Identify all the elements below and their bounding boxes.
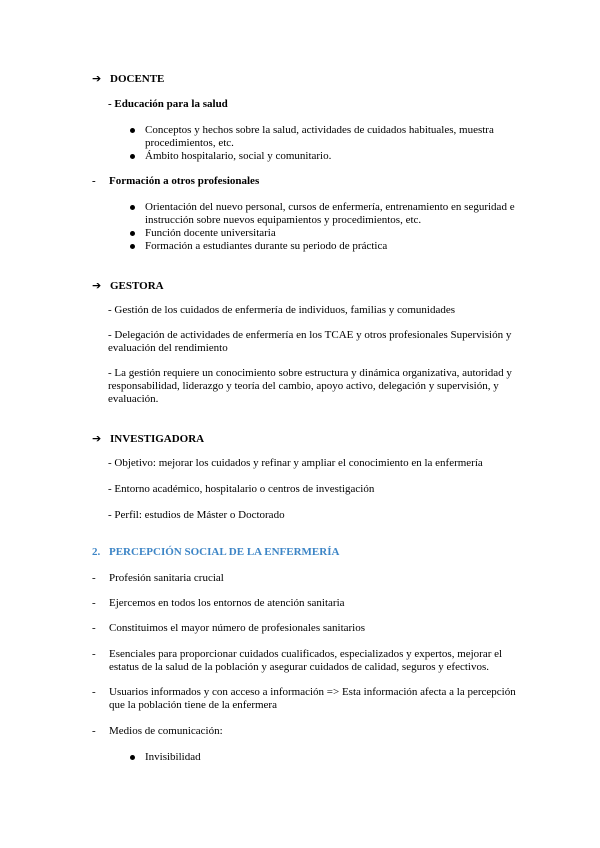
gestora-heading (92, 279, 164, 293)
dash-marker: - (92, 686, 96, 698)
investigadora-title: INVESTIGADORA (110, 433, 205, 445)
dash-marker: - (92, 597, 96, 609)
section-title: PERCEPCIÓN SOCIAL DE LA ENFERMERÍA (109, 546, 340, 558)
docente-heading (92, 72, 164, 86)
dash-list-item: - Profesión sanitaria crucial (92, 572, 224, 584)
investigadora-paragraph: - Perfil: estudios de Máster o Doctorado (108, 509, 285, 521)
dash-marker: - (92, 572, 96, 584)
dash-marker: - (92, 622, 96, 634)
list-item: Orientación del nuevo personal, cursos de enfermería, entrenamiento en seguridad e instrucción sobre nuevos equipamientos y procedimientos, etc. (128, 201, 528, 227)
section-number: 2. (92, 546, 101, 558)
gestora-paragraph: - Delegación de actividades de enfermería en los TCAE y otros profesionales Supervisión y evaluación del rendimiento (108, 329, 512, 354)
media-list (128, 751, 528, 764)
arrow-icon: ➔ (92, 432, 102, 445)
list-item: Ámbito hospitalario, social y comunitario. (128, 150, 528, 163)
investigadora-heading (92, 432, 204, 446)
dash-marker: - (92, 648, 96, 660)
list-item: Función docente universitaria (128, 227, 528, 240)
docente-title: DOCENTE (110, 73, 165, 85)
formation-title: Formación a otros profesionales (109, 175, 260, 187)
formation-heading (92, 175, 259, 188)
dash-list-item: - Constituimos el mayor número de profesionales sanitarios (92, 622, 366, 634)
investigadora-paragraph: - Objetivo: mejorar los cuidados y refinar y ampliar el conocimiento en la enfermería (108, 457, 483, 469)
list-item: Conceptos y hechos sobre la salud, actividades de cuidados habituales, muestra procedimientos, etc. (128, 124, 528, 150)
list-item: Formación a estudiantes durante su periodo de práctica (128, 240, 528, 253)
education-heading: - Educación para la salud (108, 98, 228, 110)
dash-list-item: - Esenciales para proporcionar cuidados cualificados, especializados y expertos, mejorar el estatus de la salud de la población y asegurar cuidados de calidad, seguros y efectivos. (92, 648, 503, 673)
dash-marker: - (92, 725, 96, 737)
education-list (128, 124, 528, 163)
formation-list (128, 201, 528, 253)
dash-list-item: - Usuarios informados y con acceso a información => Esta información afecta a la percepción que la población tiene de la enfermera (92, 686, 516, 711)
list-item: Invisibilidad (128, 751, 528, 764)
dash-list-item: - Medios de comunicación: (92, 725, 223, 737)
gestora-title: GESTORA (110, 280, 164, 292)
dash-marker: - (92, 175, 96, 187)
arrow-icon: ➔ (92, 279, 102, 292)
gestora-paragraph: - La gestión requiere un conocimiento sobre estructura y dinámica organizativa, autoridad y responsabilidad, liderazgo y teoría del cambio, apoyo activo, delegación y supervisión, y evaluación. (108, 367, 512, 405)
investigadora-paragraph: - Entorno académico, hospitalario o centros de investigación (108, 483, 375, 495)
dash-list-item: - Ejercemos en todos los entornos de atención sanitaria (92, 597, 345, 609)
section-heading (92, 546, 339, 559)
arrow-icon: ➔ (92, 72, 102, 85)
gestora-paragraph: - Gestión de los cuidados de enfermería de individuos, familias y comunidades (108, 304, 456, 316)
